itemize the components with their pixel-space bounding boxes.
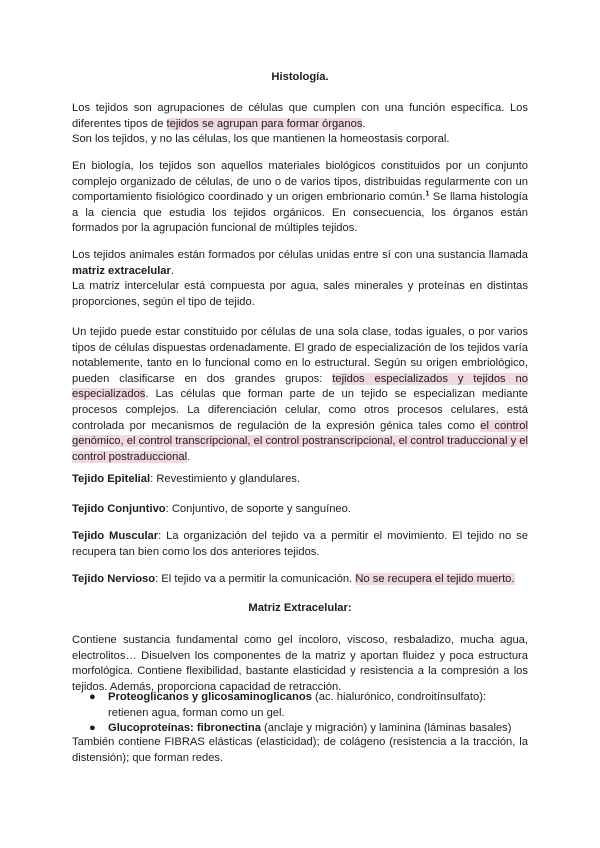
highlight-text: No se recupera el tejido muerto. [355, 573, 515, 585]
tissue-description: : La organización del tejido va a permitir el movimiento. El tejido no se recupera tan bien como los dos anteriores tejidos. [72, 530, 528, 558]
highlight-text: el control genómico, el control transcripcional, el control postranscripcional, el control traduccional y el control postraduccional [72, 419, 528, 463]
tissue-name: Tejido Epitelial [72, 473, 151, 485]
bold-term: Proteoglicanos y glicosaminoglicanos [108, 691, 312, 703]
bullet-icon: ● [89, 691, 96, 703]
text: . [187, 450, 191, 463]
footnote-marker: 1 [425, 190, 430, 198]
paragraph-definition [72, 159, 528, 237]
paragraph-matriz: Contiene sustancia fundamental como gel incoloro, viscoso, resbaladizo, mucha agua, electrolitos… Disuelven los componentes de la matriz y aportan fluidez y poca estructura morfológica. Contiene flexibilidad, bastante elasticidad y resistencia a la compresión a los tejidos. Además, proporciona capacidad de retracción. [72, 634, 528, 693]
text: . [362, 117, 366, 130]
component-list [72, 690, 528, 737]
paragraph-matrix-intro [72, 248, 528, 310]
text: . Las células que forman parte de un tejido se especializan mediante procesos complejos. La diferenciación celular, como otros procesos celulares, está controlada por mecanismos de regulación de la expresión génica tales como [72, 388, 528, 432]
tissue-nervous [72, 572, 528, 588]
list-item [72, 690, 528, 721]
text: Los tejidos animales están formados por células unidas entre sí con una sustancia llamada [72, 249, 528, 261]
text: (ac. hialurónico, condroitínsulfato): retienen agua, forman como un gel. [108, 691, 487, 719]
text: Un tejido puede estar constituido por células de una sola clase, todas iguales, o por varios tipos de células dispuestas ordenadamente. El grado de especialización de los tejidos varía notablemente, tanto en lo funcional como en lo estructural. Según su origen embriológico, pueden clasificarse en dos grandes grupos: [72, 326, 528, 385]
tissue-epithelial [72, 472, 528, 488]
paragraph-fibras: También contiene FIBRAS elásticas (elasticidad); de colágeno (resistencia a la tracción, la distensión); que forman redes. [72, 736, 528, 764]
text: (anclaje y migración) y laminina (láminas basales) [260, 722, 512, 735]
text: En biología, los tejidos son aquellos materiales biológicos constituidos por un conjunto complejo organizado de células, de uno o de varios tipos, distribuidas regularmente con un comportamiento fisiológico coordinado y un origen embrionario común. [72, 160, 528, 204]
text: . [170, 264, 174, 277]
page-title: Histología. [271, 71, 329, 83]
paragraph-intro [72, 101, 528, 148]
tissue-muscular [72, 529, 528, 560]
bold-term: matriz extracelular [72, 264, 171, 277]
text: La matriz intercelular está compuesta por agua, sales minerales y proteínas en distintas proporciones, según el tipo de tejido. [72, 280, 528, 308]
text: Los tejidos son agrupaciones de células que cumplen con una función específica. Los diferentes tipos de [72, 102, 528, 130]
text: Son los tejidos, y no las células, los que mantienen la homeostasis corporal. [72, 133, 450, 146]
tissue-name: Tejido Conjuntivo [72, 503, 166, 515]
tissue-name: Tejido Muscular [72, 530, 159, 542]
paragraph-specialization [72, 325, 528, 465]
bullet-icon: ● [89, 722, 96, 735]
tissue-description: : Revestimiento y glandulares. [150, 473, 300, 485]
highlight-text: tejidos especializados y tejidos no especializados [72, 372, 528, 401]
text: Se llama histología a la ciencia que estudia los tejidos orgánicos. En consecuencia, los órganos están formados por la agrupación funcional de múltiples tejidos. [72, 191, 528, 235]
highlight-text: tejidos se agrupan para formar órganos [166, 117, 363, 130]
tissue-connective [72, 502, 528, 518]
tissue-description: : Conjuntivo, de soporte y sanguíneo. [165, 503, 351, 515]
bold-term: Glucoproteínas: fibronectina [108, 722, 261, 735]
tissue-description: : El tejido va a permitir la comunicación. [155, 573, 356, 585]
tissue-name: Tejido Nervioso [72, 573, 156, 585]
section-title-matriz: Matriz Extracelular: [248, 602, 352, 614]
